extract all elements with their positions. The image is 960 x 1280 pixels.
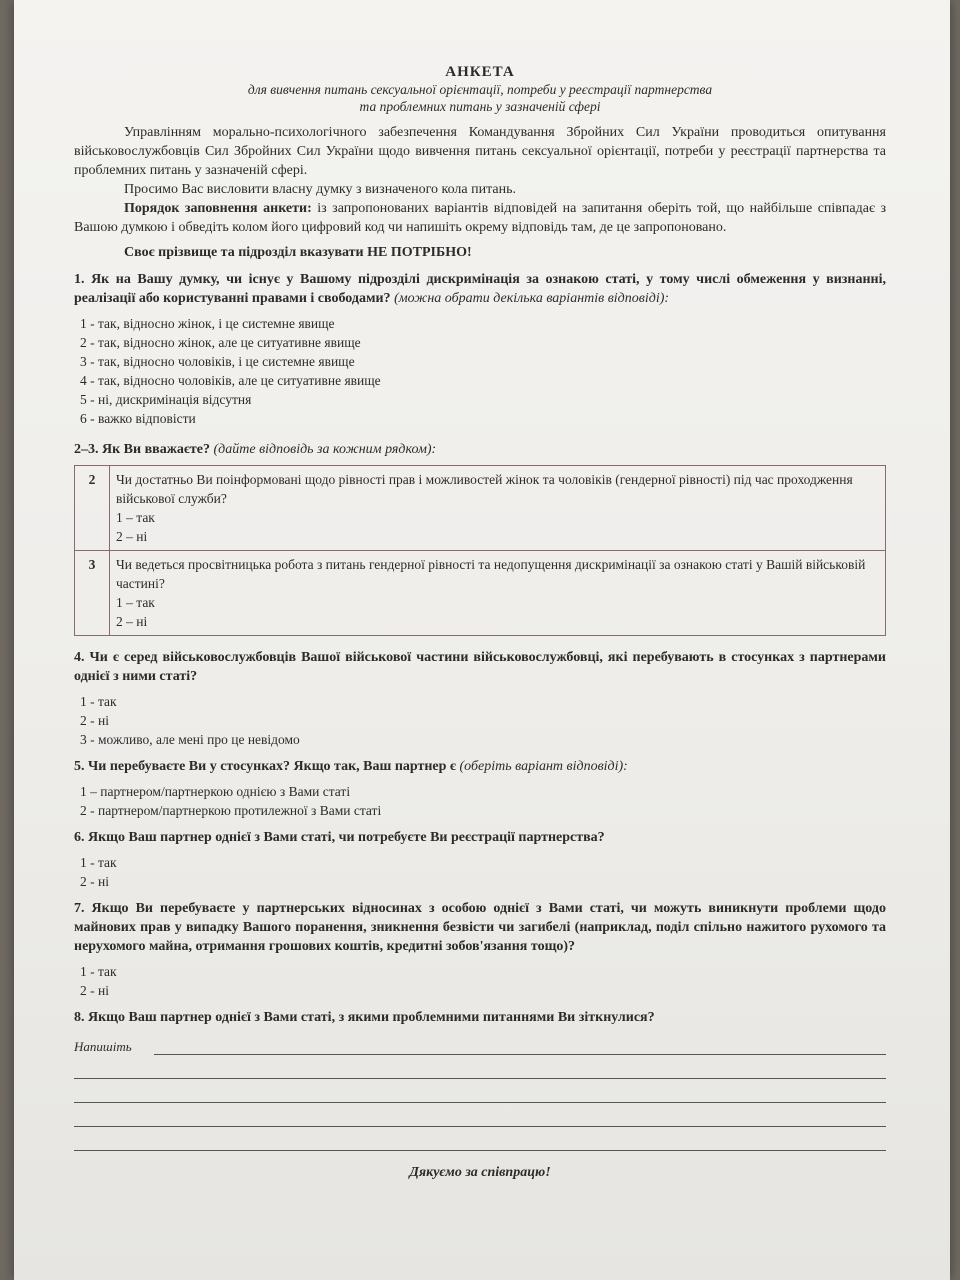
row-question: Чи достатньо Ви поінформовані щодо рівності прав і можливостей жінок та чоловіків (гендерної рівності) під час проходження військової служби? (116, 472, 853, 506)
answer-option[interactable]: 2 - ні (80, 983, 109, 998)
question-6-options (80, 853, 886, 891)
row-number: 2 (75, 466, 110, 551)
question-1 (74, 270, 886, 308)
answer-option[interactable]: 1 - так (80, 855, 117, 870)
answer-option[interactable]: 1 – так (116, 595, 155, 610)
row-number: 3 (75, 551, 110, 636)
row-content (110, 551, 886, 636)
answer-option[interactable]: 2 - партнером/партнеркою протилежної з Вами статі (80, 803, 382, 818)
answer-option[interactable]: 2 - так, відносно жінок, але це ситуативне явище (80, 335, 361, 350)
anonymity-notice: Своє прізвище та підрозділ вказувати НЕ ПОТРІБНО! (124, 245, 472, 260)
instructions-paragraph (74, 199, 886, 237)
question-7: 7. Якщо Ви перебуваєте у партнерських відносинах з особою однієї з Вами статі, чи можуть виникнути проблеми щодо майнових прав у випадку Вашого поранення, зникнення безвісти чи загибелі (наприклад, поділ спільно нажитого рухомого та нерухомого майна, отримання грошових коштів, кредитні зобов'язання тощо)? (74, 901, 886, 954)
question-4: 4. Чи є серед військовослужбовців Вашої військової частини військовослужбовці, які перебувають в стосунках з партнерами однієї з ними статі? (74, 650, 886, 684)
question-table (74, 465, 886, 636)
paper-sheet (14, 0, 950, 1280)
thank-you-note: Дякуємо за співпрацю! (409, 1165, 551, 1180)
question-1-note: (можна обрати декілька варіантів відповіді): (390, 291, 670, 306)
document-subtitle-line2: та проблемних питань у зазначеній сфері (359, 99, 601, 114)
question-1-text: 1. Як на Вашу думку, чи існує у Вашому підрозділі дискримінація за ознакою статі, у тому числі обмеження у визнанні, реалізації або користуванні правами і свободами? (74, 272, 886, 306)
question-5-text: 5. Чи перебуваєте Ви у стосунках? Якщо так, Ваш партнер є (74, 759, 456, 774)
answer-option[interactable]: 1 - так (80, 964, 117, 979)
answer-option[interactable]: 2 - ні (80, 874, 109, 889)
request-paragraph: Просимо Вас висловити власну думку з визначеного кола питань. (124, 182, 516, 197)
question-1-options (80, 314, 886, 428)
question-2-3-note: (дайте відповідь за кожним рядком): (210, 442, 437, 457)
document-subtitle-line1: для вивчення питань сексуальної орієнтації, потреби у реєстрації партнерства (247, 82, 713, 97)
table-row (75, 466, 886, 551)
answer-option[interactable]: 3 - так, відносно чоловіків, і це системне явище (80, 354, 355, 369)
question-5-note: (оберіть варіант відповіді): (455, 759, 628, 774)
answer-option[interactable]: 5 - ні, дискримінація відсутня (80, 392, 252, 407)
write-in-line[interactable] (74, 1079, 886, 1103)
answer-option[interactable]: 1 - так (80, 694, 117, 709)
write-in-area[interactable] (74, 1033, 886, 1151)
intro-paragraph: Управлінням морально-психологічного забезпечення Командування Збройних Сил України проводиться опитування військовослужбовців Сил Збройних Сил України щодо вивчення питань сексуальної орієнтації, потреби у реєстрації партнерства та проблемних питань у зазначеній сфері. (74, 125, 886, 178)
answer-option[interactable]: 3 - можливо, але мені про це невідомо (80, 732, 300, 747)
answer-option[interactable]: 1 - так, відносно жінок, і це системне явище (80, 316, 335, 331)
instructions-label: Порядок заповнення анкети: (124, 201, 312, 216)
question-4-options (80, 692, 886, 749)
question-5-options (80, 782, 886, 820)
answer-option[interactable]: 6 - важко відповісти (80, 411, 196, 426)
answer-option[interactable]: 1 – партнером/партнеркою однією з Вами статі (80, 784, 351, 799)
row-content (110, 466, 886, 551)
document-title: АНКЕТА (445, 64, 515, 80)
question-6: 6. Якщо Ваш партнер однієї з Вами статі, чи потребуєте Ви реєстрації партнерства? (74, 830, 605, 845)
write-in-label: Напишіть (74, 1039, 132, 1054)
row-question: Чи ведеться просвітницька робота з питань гендерної рівності та недопущення дискримінації за ознакою статі у Вашій військовій частині? (116, 557, 866, 591)
survey-form (74, 64, 886, 1181)
write-in-line[interactable] (74, 1103, 886, 1127)
answer-option[interactable]: 2 – ні (116, 529, 148, 544)
question-5 (74, 757, 886, 776)
answer-rule (154, 1036, 886, 1055)
question-8: 8. Якщо Ваш партнер однієї з Вами статі, з якими проблемними питаннями Ви зіткнулися? (74, 1010, 655, 1025)
question-2-3-heading (74, 440, 886, 459)
write-in-line[interactable] (74, 1055, 886, 1079)
instructions-text: із запропонованих варіантів відповідей на запитання оберіть той, що найбільше співпадає з Вашою думкою і обведіть колом його цифровий код чи напишіть окрему відповідь там, де це запропоновано. (74, 201, 886, 235)
answer-option[interactable]: 2 – ні (116, 614, 148, 629)
answer-option[interactable]: 2 - ні (80, 713, 109, 728)
question-2-3-heading-text: 2–3. Як Ви вважаєте? (74, 442, 210, 457)
table-row (75, 551, 886, 636)
answer-option[interactable]: 1 – так (116, 510, 155, 525)
write-in-line[interactable] (74, 1127, 886, 1151)
question-7-options (80, 962, 886, 1000)
answer-option[interactable]: 4 - так, відносно чоловіків, але це ситуативне явище (80, 373, 381, 388)
write-in-line[interactable] (74, 1033, 886, 1055)
